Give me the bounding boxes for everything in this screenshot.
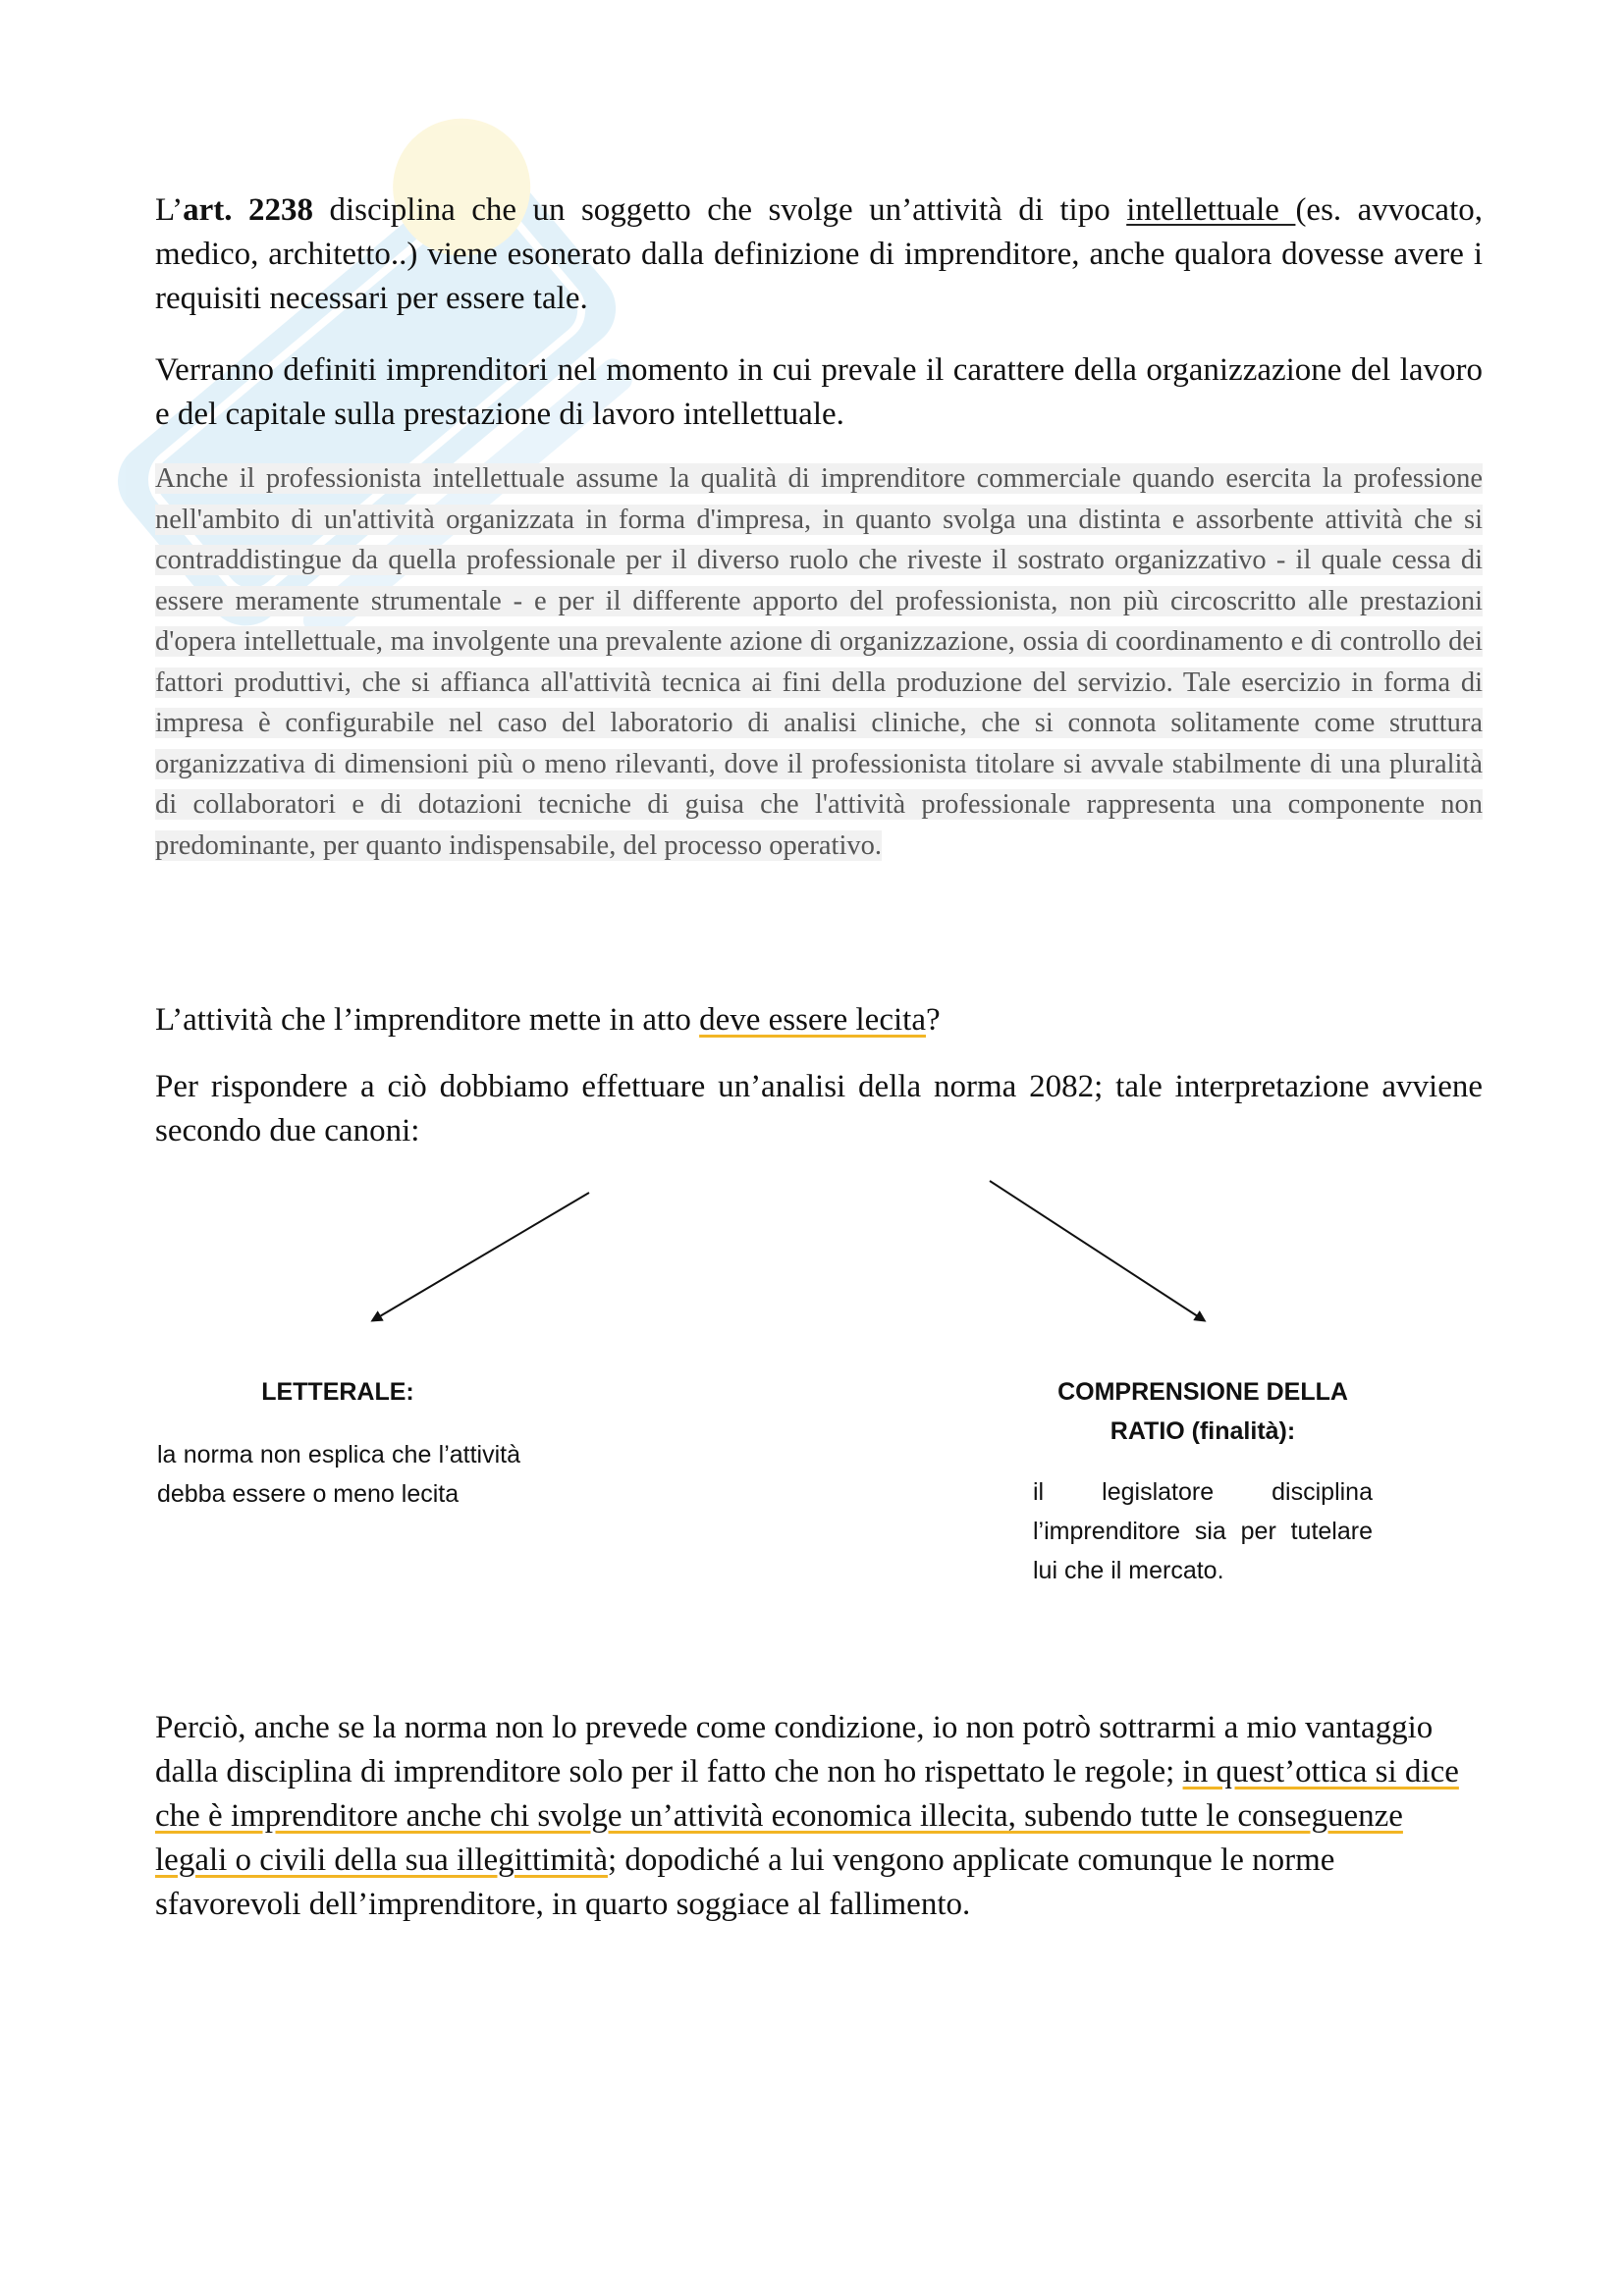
arrow-left [373,1193,589,1320]
question-pre: L’attività che l’imprenditore mette in atto [155,1002,700,1038]
highlighted-phrase: deve essere lecita [699,1002,926,1038]
letterale-title: LETTERALE: [261,1378,414,1406]
conclusion-post: ; dopodiché a lui vengono applicate comunque le norme sfavorevoli dell’imprenditore, in quarto soggiace al fallimento. [155,1842,1335,1922]
quoted-ruling-text: Anche il professionista intellettuale assume la qualità di imprenditore commerciale quando esercita la professione nell'ambito di un'attività organizzata in forma d'impresa, in quanto svolga una distinta e assorbente attività che si contraddistingue da quella professionale per il diverso ruolo che riveste il sostrato organizzativo - il quale cessa di essere meramente strumentale - e per il differente apporto del professionista, non più circoscritto alle prestazioni d'opera intellettuale, ma involgente una prevalente azione di organizzazione, ossia di coordinamento e di controllo dei fattori produttivi, che si affianca all'attività tecnica ai fini della produzione del servizio. Tale esercizio in forma di impresa è configurabile nel caso del laboratorio di analisi cliniche, che si connota solitamente come struttura organizzativa di dimensioni più o meno rilevanti, dove il professionista titolare si avvale stabilmente di una pluralità di collaboratori e di dotazioni tecniche di guisa che l'attività professionale rappresenta una componente non predominante, per quanto indispensabile, del processo operativo. [155,463,1483,861]
paragraph-conclusion [155,1706,1483,1927]
ratio-text: il legislatore disciplina l’imprenditore sia per tutelare lui che il mercato. [1033,1478,1373,1584]
text-pre: L’ [155,192,184,228]
letterale-text: la norma non esplica che l’attività debba essere o meno lecita [157,1441,520,1508]
arrow-right [990,1181,1204,1320]
paragraph-two-canons: Per rispondere a ciò dobbiamo effettuare un’analisi della norma 2082; tale interpretazione avviene secondo due canoni: [155,1069,1483,1148]
text-mid: disciplina che un soggetto che svolge un’attività di tipo [312,192,1127,228]
conclusion-pre: Perciò, anche se la norma non lo prevede come condizione, io non potrò sottrarmi a mio vantaggio dalla disciplina di imprenditore solo per il fatto che non ho rispettato le regole; [155,1710,1434,1789]
ratio-title: COMPRENSIONE DELLA RATIO (finalità): [1057,1378,1348,1445]
article-reference: art. 2238 [183,192,313,228]
underlined-term: intellettuale [1126,192,1296,228]
conclusion-highlight: in quest’ottica si dice che è imprenditore anche chi svolge un’attività economica illecita, subendo tutte le conseguenze legali o civili della sua illegittimità [155,1754,1459,1878]
question-post: ? [925,1002,941,1038]
paragraph-definition: Verranno definiti imprenditori nel momento in cui prevale il carattere della organizzazione del lavoro e del capitale sulla prestazione di lavoro intellettuale. [155,352,1483,432]
text-post: (es. avvocato, medico, architetto..) viene esonerato dalla definizione di imprenditore, anche qualora dovesse avere i requisiti necessari per essere tale. [155,192,1483,316]
